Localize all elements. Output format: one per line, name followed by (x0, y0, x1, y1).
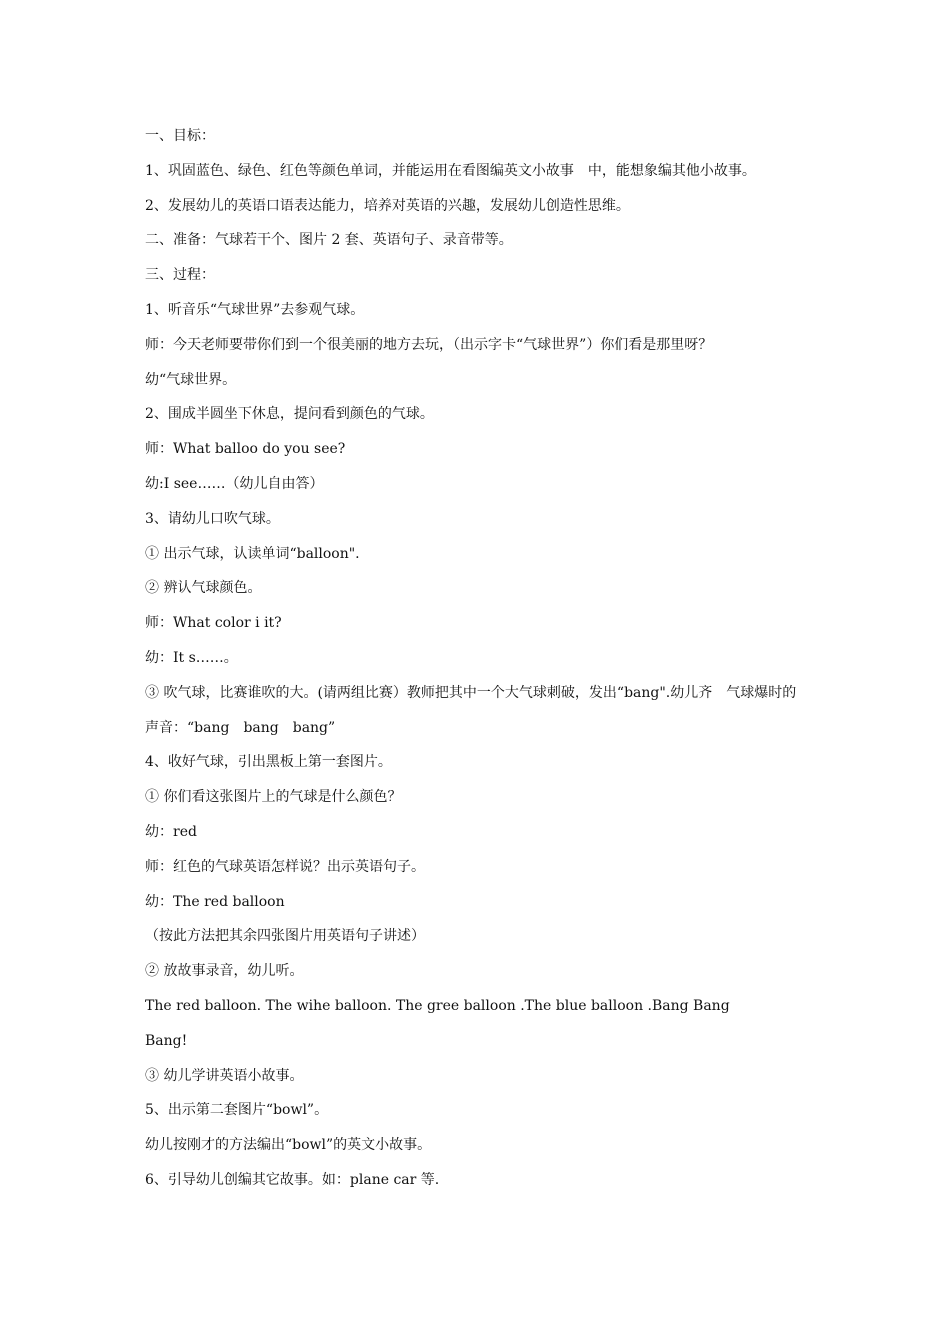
process-step-6: 6、引导幼儿创编其它故事。如：plane car 等. (145, 1171, 440, 1188)
sub-step-3-1: ① 出示气球，认读单词“balloon". (145, 545, 360, 562)
child-line-4: 幼：red (145, 823, 197, 840)
child-line-2: 幼:I see……（幼儿自由答） (145, 475, 324, 492)
sub-step-4-1: ① 你们看这张图片上的气球是什么颜色？ (145, 789, 402, 806)
process-step-4: 4、收好气球，引出黑板上第一套图片。 (145, 754, 392, 771)
heading-preparation: 二、准备：气球若干个、图片 2 套、英语句子、录音带等。 (145, 232, 513, 249)
process-step-2: 2、围成半圆坐下休息，提问看到颜色的气球。 (145, 406, 434, 423)
process-step-5: 5、出示第二套图片“bowl”。 (145, 1102, 329, 1119)
story-text-continued: Bang! (145, 1032, 188, 1049)
child-line-1: 幼“气球世界。 (145, 371, 237, 388)
process-step-1: 1、听音乐“气球世界”去参观气球。 (145, 301, 365, 318)
sub-step-3-3: ③ 吹气球，比赛谁吹的大。(请两组比赛）教师把其中一个大气球刺破，发出“bang".幼儿齐 气球爆时的 (145, 684, 797, 701)
note-line: （按此方法把其余四张图片用英语句子讲述） (145, 928, 425, 945)
heading-goals: 一、目标： (145, 128, 215, 144)
sub-step-3-2: ② 辨认气球颜色。 (145, 580, 262, 597)
step-5-detail: 幼儿按刚才的方法编出“bowl”的英文小故事。 (145, 1137, 432, 1154)
lesson-plan-body (145, 126, 815, 1205)
sub-step-3-3-continued: 声音：“bang bang bang” (145, 719, 336, 736)
teacher-line-1: 师：今天老师要带你们到一个很美丽的地方去玩，（出示字卡“气球世界”）你们看是那里呀？ (145, 336, 713, 353)
teacher-line-3: 师：What color i it? (145, 615, 282, 632)
sub-step-4-2: ② 放故事录音，幼儿听。 (145, 963, 304, 980)
child-line-3: 幼：It s……。 (145, 649, 238, 666)
story-text: The red balloon. The wihe balloon. The gree balloon .The blue balloon .Bang Bang (145, 997, 730, 1014)
goal-item-2: 2、发展幼儿的英语口语表达能力，培养对英语的兴趣，发展幼儿创造性思维。 (145, 197, 630, 214)
sub-step-4-3: ③ 幼儿学讲英语小故事。 (145, 1067, 304, 1084)
goal-item-1: 1、巩固蓝色、绿色、红色等颜色单词，并能运用在看图编英文小故事 中，能想象编其他小故事。 (145, 162, 756, 179)
process-step-3: 3、请幼儿口吹气球。 (145, 510, 280, 527)
teacher-line-4: 师：红色的气球英语怎样说？出示英语句子。 (145, 858, 425, 875)
child-line-5: 幼：The red balloon (145, 893, 285, 910)
heading-process: 三、过程： (145, 267, 215, 284)
teacher-line-2: 师：What balloo do you see? (145, 441, 346, 458)
